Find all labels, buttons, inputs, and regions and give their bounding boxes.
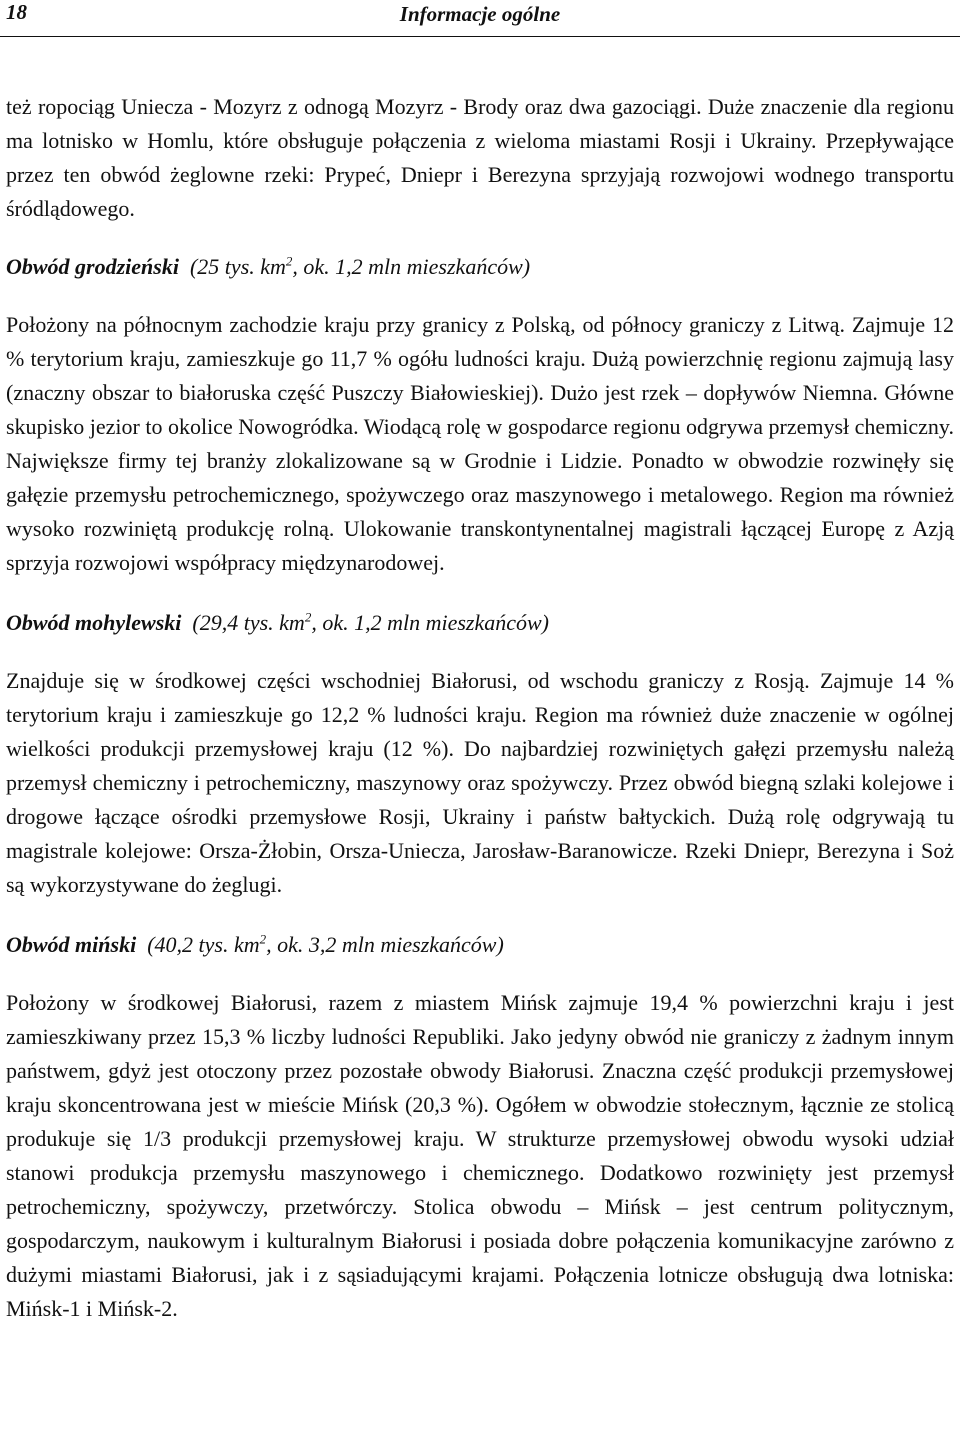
section-name: Obwód grodzieński <box>6 254 179 279</box>
running-head: Informacje ogólne <box>399 2 561 26</box>
section-details-tail: , ok. 3,2 mln mieszkańców) <box>266 932 504 957</box>
section-details-tail: , ok. 1,2 mln mieszkańców) <box>292 254 531 279</box>
page-number: 18 <box>6 0 27 24</box>
intro-paragraph: też ropociąg Uniecza - Mozyrz z odnogą Mozyrz - Brody oraz dwa gazociągi. Duże znaczenie dla regionu ma lotnisko w Homlu, które obsługuje połączenia z wieloma miastami Rosji i Ukrainy. Przepływające przez ten obwód żeglowne rzeki: Prypeć, Dniepr i Berezyna sprzyjają rozwojowi wodnego transportu śródlądowego. <box>6 94 954 221</box>
section-body-grodno: Położony na północnym zachodzie kraju przy granicy z Polską, od północy graniczy z Litwą. Zajmuje 12 % terytorium kraju, zamieszkuje go 11,7 % ogółu ludności kraju. Dużą powierzchnię regionu zajmują lasy (znaczny obszar to białoruska część Puszczy Białowieskiej). Dużo jest rzek – dopływów Niemna. Główne skupisko jezior to okolice Nowogródka. Wiodącą rolę w gospodarce regionu odgrywa przemysł chemiczny. Największe firmy tej branży zlokalizowane są w Grodnie i Lidzie. Ponadto w obwodzie rozwinęły się gałęzie przemysłu petrochemicznego, spożywczego oraz maszynowego i metalowego. Region ma również wysoko rozwiniętą produkcję rolną. Ulokowanie transkontynentalnej magistrali łączącej Europę z Azją sprzyja rozwojowi współpracy międzynarodowej. <box>6 312 954 575</box>
section-details: (25 tys. km <box>189 254 286 279</box>
section-name: Obwód mohylewski <box>6 610 182 635</box>
section-name: Obwód miński <box>6 932 137 957</box>
superscript: 2 <box>285 253 293 269</box>
section-body-mogilev: Znajduje się w środkowej części wschodniej Białorusi, od wschodu graniczy z Rosją. Zajmuje 14 % terytorium kraju i zamieszkuje go 12,2 % ludności kraju. Region ma również duże znaczenie w ogólnej wielkości produkcji przemysłowej kraju (12 %). Do najbardziej rozwiniętych gałęzi przemysłu należą przemysł chemiczny i petrochemiczny, maszynowy oraz spożywczy. Przez obwód biegną szlaki kolejowe i drogowe łączące ośrodki przemysłowe Rosji, Ukrainy i państw bałtyckich. Dużą rolę odgrywają tu magistrale kolejowe: Orsza-Żłobin, Orsza-Uniecza, Jarosław-Baranowicze. Rzeki Dniepr, Berezyna i Soż są wykorzystywane do żeglugi. <box>6 668 954 897</box>
section-heading-minsk <box>6 928 954 962</box>
section-body-minsk: Położony w środkowej Białorusi, razem z miastem Mińsk zajmuje 19,4 % powierzchni kraju i jest zamieszkiwany przez 15,3 % liczby ludności Republiki. Jako jedyny obwód nie graniczy z żadnym innym państwem, gdyż jest otoczony przez pozostałe obwody Białorusi. Znaczna część produkcji przemysłowej kraju skoncentrowana jest w mieście Mińsk (20,3 %). Ogółem w obwodzie stołecznym, łącznie ze stolicą produkuje się 1/3 produkcji przemysłowej kraju. W strukturze przemysłowej obwodu wysoki udział stanowi produkcja przemysłu maszynowego i chemicznego. Dodatkowo rozwinięty jest przemysł petrochemiczny, spożywczy, przetwórczy. Stolica obwodu – Mińsk – jest centrum politycznym, gospodarczym, naukowym i kulturalnym Białorusi i posiada dobre połączenia komunikacyjne zarówno z dużymi miastami Białorusi, jak i z sąsiadującymi krajami. Połączenia lotnicze obsługują dwa lotniska: Mińsk-1 i Mińsk-2. <box>6 990 954 1321</box>
section-details-tail: , ok. 1,2 mln mieszkańców) <box>311 610 550 635</box>
header-rule <box>0 36 960 37</box>
section-heading-grodno <box>6 250 954 284</box>
page-content <box>6 90 954 1326</box>
superscript: 2 <box>259 931 267 947</box>
section-details: (40,2 tys. km <box>147 932 260 957</box>
section-details: (29,4 tys. km <box>192 610 305 635</box>
page-header <box>0 0 960 36</box>
section-heading-mogilev <box>6 606 954 640</box>
superscript: 2 <box>304 609 312 625</box>
